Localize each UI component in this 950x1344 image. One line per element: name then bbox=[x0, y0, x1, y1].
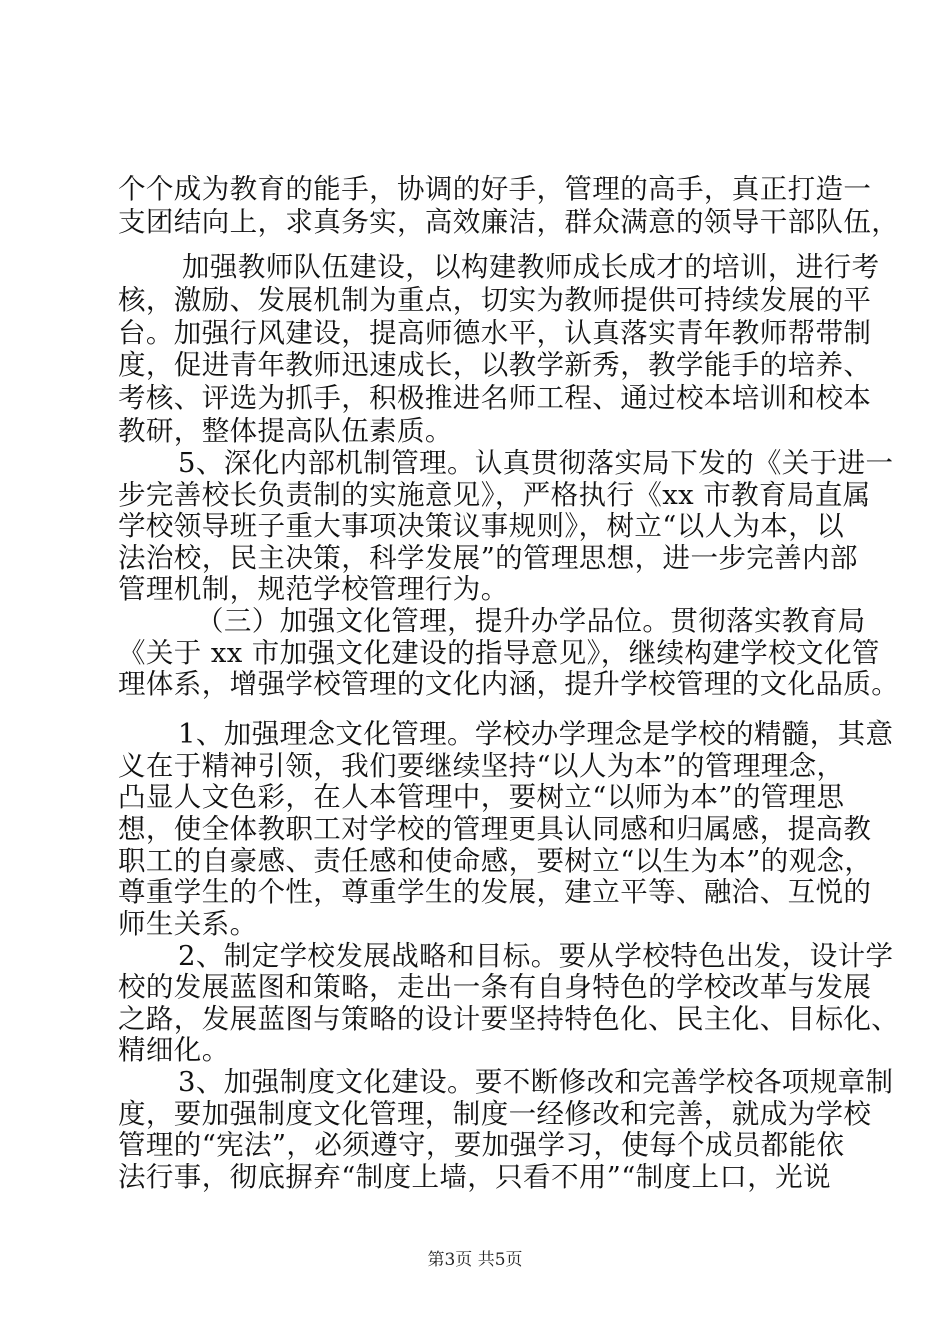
text-line: 加强教师队伍建设，以构建教师成长成才的培训，进行考 bbox=[182, 250, 880, 283]
text-line: 度，促进青年教师迅速成长，以教学新秀，教学能手的培养、 bbox=[118, 349, 872, 382]
text-line: 支团结向上，求真务实，高效廉洁，群众满意的领导干部队伍， bbox=[118, 205, 900, 238]
text-line: 步完善校长负责制的实施意见》，严格执行《xx 市教育局直属 bbox=[118, 478, 871, 511]
text-line: 义在于精神引领，我们要继续坚持“以人为本”的管理理念， bbox=[118, 749, 845, 782]
text-line: 想，使全体教职工对学校的管理更具认同感和归属感，提高教 bbox=[118, 812, 872, 845]
text-line: 台。加强行风建设，提高师德水平，认真落实青年教师帮带制 bbox=[118, 316, 872, 349]
text-line: 学校领导班子重大事项决策议事规则》，树立“以人为本，以 bbox=[118, 510, 845, 543]
text-line: 教研，整体提高队伍素质。 bbox=[118, 415, 453, 448]
text-line: 考核、评选为抓手，积极推进名师工程、通过校本培训和校本 bbox=[118, 381, 872, 414]
text-line: 法行事，彻底摒弃“制度上墙，只看不用”“制度上口，光说 bbox=[118, 1161, 831, 1193]
text-line: 师生关系。 bbox=[118, 907, 258, 940]
text-line: 1、加强理念文化管理。学校办学理念是学校的精髓，其意 bbox=[178, 718, 894, 751]
text-line: 尊重学生的个性，尊重学生的发展，建立平等、融洽、互悦的 bbox=[118, 876, 872, 909]
text-line: 《关于 xx 市加强文化建设的指导意见》，继续构建学校文化管 bbox=[118, 636, 880, 669]
text-line: 理体系，增强学校管理的文化内涵，提升学校管理的文化品质。 bbox=[118, 668, 900, 701]
text-line: 校的发展蓝图和策略，走出一条有自身特色的学校改革与发展 bbox=[118, 971, 872, 1004]
text-line: 管理机制，规范学校管理行为。 bbox=[118, 573, 509, 606]
text-line: 度，要加强制度文化管理，制度一经修改和完善，就成为学校 bbox=[118, 1097, 872, 1130]
text-line: 管理的“宪法”，必须遵守，要加强学习，使每个成员都能依 bbox=[118, 1129, 845, 1162]
page-footer: 第3页 共5页 bbox=[427, 1250, 523, 1270]
text-line: 精细化。 bbox=[118, 1034, 230, 1067]
text-line: 5、深化内部机制管理。认真贯彻落实局下发的《关于进一 bbox=[178, 446, 894, 479]
text-line: 法治校，民主决策，科学发展”的管理思想，进一步完善内部 bbox=[118, 541, 858, 574]
text-line: 个个成为教育的能手，协调的好手，管理的高手，真正打造一 bbox=[118, 173, 872, 205]
section-heading-line: （三）加强文化管理，提升办学品位。贯彻落实教育局 bbox=[196, 605, 866, 638]
text-line: 之路，发展蓝图与策略的设计要坚持特色化、民主化、目标化、 bbox=[118, 1002, 900, 1035]
text-line: 凸显人文色彩，在人本管理中，要树立“以师为本”的管理思 bbox=[118, 781, 845, 814]
text-line: 核，激励、发展机制为重点，切实为教师提供可持续发展的平 bbox=[118, 284, 872, 317]
text-line: 2、制定学校发展战略和目标。要从学校特色出发，设计学 bbox=[178, 939, 894, 972]
text-line: 职工的自豪感、责任感和使命感，要树立“以生为本”的观念， bbox=[118, 844, 873, 877]
text-line: 3、加强制度文化建设。要不断修改和完善学校各项规章制 bbox=[178, 1066, 894, 1099]
